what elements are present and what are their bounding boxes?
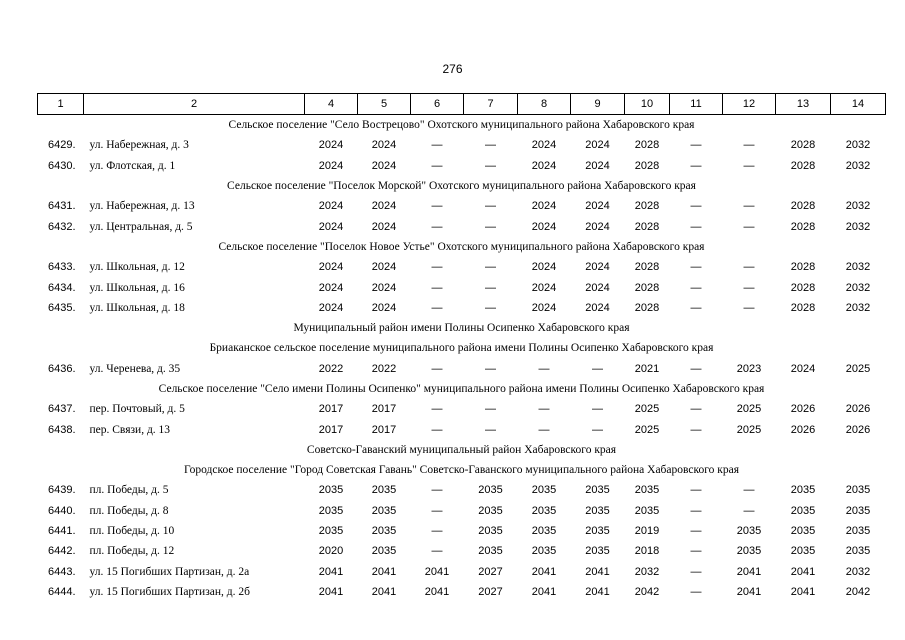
year-cell: 2035 xyxy=(585,504,610,517)
column-header: 11 xyxy=(670,94,723,115)
year-cell: 2024 xyxy=(371,159,397,172)
year-cell: 2035 xyxy=(585,545,610,558)
section-heading: Сельское поселение "Село имени Полины Осипенко" муниципального района имени Полины Осипенко Хабаровского края xyxy=(158,383,765,395)
year-cell: 2028 xyxy=(634,301,660,314)
year-cell: 2035 xyxy=(531,525,557,538)
year-cell: 2035 xyxy=(478,525,503,538)
year-cell: 2024 xyxy=(790,362,816,375)
year-cell: 2024 xyxy=(585,139,610,152)
year-cell: 2035 xyxy=(371,525,397,538)
year-cell: — xyxy=(485,261,496,274)
year-cell: 2019 xyxy=(634,525,660,538)
year-cell: — xyxy=(431,504,443,517)
address-cell: ул. 15 Погибших Партизан, д. 2а xyxy=(89,565,250,578)
year-cell: — xyxy=(592,362,603,375)
year-cell: 2035 xyxy=(845,504,871,517)
table-row xyxy=(38,521,886,541)
year-cell: — xyxy=(690,565,702,578)
year-cell: 2024 xyxy=(318,159,344,172)
year-cell: 2041 xyxy=(424,565,450,578)
year-cell: 2032 xyxy=(845,565,871,578)
year-cell: — xyxy=(690,200,702,213)
address-cell: ул. Набережная, д. 3 xyxy=(89,139,189,152)
year-cell: 2035 xyxy=(478,484,503,497)
year-cell: — xyxy=(485,281,496,294)
column-header: 8 xyxy=(518,94,571,115)
section-heading-row xyxy=(38,318,886,338)
year-cell: 2024 xyxy=(531,220,557,233)
year-cell: — xyxy=(485,423,496,436)
address-cell: пл. Победы, д. 10 xyxy=(89,525,175,538)
year-cell: 2035 xyxy=(478,504,503,517)
year-cell: 2024 xyxy=(371,261,397,274)
year-cell: 2021 xyxy=(634,362,660,375)
year-cell: — xyxy=(690,281,702,294)
year-cell: — xyxy=(431,545,443,558)
year-cell: — xyxy=(690,484,702,497)
table-body xyxy=(38,94,886,603)
address-cell: ул. Черенева, д. 35 xyxy=(89,362,181,375)
year-cell: 2035 xyxy=(790,484,816,497)
row-number: 6444. xyxy=(47,585,76,598)
year-cell: 2041 xyxy=(424,585,450,598)
year-cell: 2035 xyxy=(736,525,762,538)
year-cell: 2028 xyxy=(790,220,816,233)
column-header: 6 xyxy=(411,94,464,115)
year-cell: 2041 xyxy=(790,585,816,598)
year-cell: — xyxy=(690,159,702,172)
year-cell: — xyxy=(431,159,443,172)
address-cell: пл. Победы, д. 5 xyxy=(89,484,169,497)
year-cell: 2035 xyxy=(736,545,762,558)
row-number: 6432. xyxy=(47,220,76,233)
row-number: 6434. xyxy=(47,281,76,294)
column-header: 9 xyxy=(571,94,625,115)
year-cell: — xyxy=(690,261,702,274)
year-cell: 2028 xyxy=(634,159,660,172)
address-cell: ул. 15 Погибших Партизан, д. 2б xyxy=(89,585,250,598)
section-heading-row xyxy=(38,115,886,136)
table-row xyxy=(38,298,886,318)
year-cell: 2017 xyxy=(371,423,397,436)
row-number: 6442. xyxy=(47,545,76,558)
year-cell: — xyxy=(743,159,755,172)
year-cell: 2042 xyxy=(634,585,660,598)
section-heading: Бриаканское сельское поселение муниципального района имени Полины Осипенко Хабаровского края xyxy=(209,342,714,355)
section-heading: Сельское поселение "Поселок Морской" Охотского муниципального района Хабаровского края xyxy=(227,180,696,193)
year-cell: — xyxy=(690,403,702,416)
section-heading: Муниципальный район имени Полины Осипенко Хабаровского края xyxy=(293,322,630,335)
year-cell: 2035 xyxy=(790,504,816,517)
year-cell: 2041 xyxy=(371,585,397,598)
year-cell: 2035 xyxy=(845,525,871,538)
table-row xyxy=(38,156,886,176)
year-cell: 2032 xyxy=(634,565,660,578)
table-row xyxy=(38,216,886,236)
year-cell: 2024 xyxy=(531,281,557,294)
year-cell: — xyxy=(690,423,702,436)
year-cell: — xyxy=(431,525,443,538)
row-number: 6436. xyxy=(47,362,76,375)
year-cell: — xyxy=(743,301,755,314)
year-cell: 2028 xyxy=(790,261,816,274)
year-cell: — xyxy=(431,220,443,233)
year-cell: — xyxy=(743,261,755,274)
year-cell: 2028 xyxy=(790,301,816,314)
year-cell: 2028 xyxy=(790,200,816,213)
year-cell: 2028 xyxy=(634,220,660,233)
section-heading-row xyxy=(38,338,886,358)
year-cell: — xyxy=(485,301,496,314)
year-cell: — xyxy=(431,200,443,213)
year-cell: 2024 xyxy=(318,200,344,213)
year-cell: 2035 xyxy=(371,504,397,517)
year-cell: — xyxy=(431,139,443,152)
year-cell: 2024 xyxy=(585,281,610,294)
year-cell: 2024 xyxy=(531,139,557,152)
year-cell: 2041 xyxy=(736,585,762,598)
address-cell: ул. Школьная, д. 16 xyxy=(89,281,185,294)
year-cell: — xyxy=(690,301,702,314)
year-cell: 2023 xyxy=(736,362,762,375)
table-row xyxy=(38,501,886,521)
page-number: 276 xyxy=(442,62,463,76)
column-header: 7 xyxy=(464,94,518,115)
address-cell: пер. Связи, д. 13 xyxy=(89,423,171,436)
year-cell: 2024 xyxy=(318,220,344,233)
year-cell: — xyxy=(690,585,702,598)
address-cell: ул. Флотская, д. 1 xyxy=(89,159,176,172)
year-cell: 2028 xyxy=(634,281,660,294)
row-number: 6435. xyxy=(47,301,76,314)
year-cell: — xyxy=(485,139,496,152)
row-number: 6437. xyxy=(47,403,76,416)
year-cell: 2035 xyxy=(531,484,557,497)
year-cell: 2024 xyxy=(585,159,610,172)
year-cell: 2032 xyxy=(845,220,871,233)
year-cell: — xyxy=(431,423,443,436)
address-cell: ул. Школьная, д. 12 xyxy=(89,261,185,274)
year-cell: 2035 xyxy=(585,525,610,538)
year-cell: — xyxy=(538,362,550,375)
year-cell: 2035 xyxy=(845,545,871,558)
year-cell: 2041 xyxy=(531,565,557,578)
year-cell: — xyxy=(431,281,443,294)
year-cell: 2026 xyxy=(790,403,816,416)
year-cell: — xyxy=(431,484,443,497)
year-cell: — xyxy=(690,220,702,233)
year-cell: 2035 xyxy=(634,504,660,517)
table-row xyxy=(38,196,886,216)
year-cell: 2020 xyxy=(318,545,344,558)
year-cell: 2028 xyxy=(790,281,816,294)
year-cell: — xyxy=(431,261,443,274)
year-cell: 2035 xyxy=(478,545,503,558)
year-cell: 2035 xyxy=(531,504,557,517)
section-heading: Городское поселение "Город Советская Гавань" Советско-Гаванского муниципального района Хабаровского края xyxy=(183,464,740,477)
table-row xyxy=(38,257,886,277)
year-cell: — xyxy=(743,200,755,213)
column-header: 1 xyxy=(38,94,84,115)
table-row xyxy=(38,399,886,419)
column-number-header-row xyxy=(38,94,886,115)
year-cell: — xyxy=(592,423,603,436)
year-cell: 2024 xyxy=(531,200,557,213)
year-cell: 2028 xyxy=(790,139,816,152)
year-cell: — xyxy=(431,362,443,375)
year-cell: — xyxy=(743,220,755,233)
year-cell: 2026 xyxy=(845,423,871,436)
row-number: 6433. xyxy=(47,261,76,274)
table-row xyxy=(38,277,886,297)
year-cell: 2022 xyxy=(371,362,397,375)
year-cell: — xyxy=(690,525,702,538)
year-cell: — xyxy=(690,504,702,517)
year-cell: 2027 xyxy=(478,565,503,578)
year-cell: 2041 xyxy=(318,585,344,598)
year-cell: 2032 xyxy=(845,281,871,294)
year-cell: 2035 xyxy=(585,484,610,497)
year-cell: — xyxy=(431,301,443,314)
section-heading: Советско-Гаванский муниципальный район Хабаровского края xyxy=(306,443,617,456)
year-cell: — xyxy=(538,423,550,436)
table-row xyxy=(38,541,886,561)
year-cell: 2035 xyxy=(318,484,344,497)
table-row xyxy=(38,135,886,155)
year-cell: 2041 xyxy=(585,585,610,598)
table-row xyxy=(38,582,886,602)
year-cell: 2041 xyxy=(371,565,397,578)
row-number: 6438. xyxy=(47,423,76,436)
year-cell: 2035 xyxy=(371,545,397,558)
year-cell: 2024 xyxy=(318,139,344,152)
column-header: 12 xyxy=(723,94,776,115)
year-cell: 2028 xyxy=(634,139,660,152)
year-cell: 2032 xyxy=(845,139,871,152)
year-cell: 2017 xyxy=(318,423,344,436)
year-cell: 2041 xyxy=(531,585,557,598)
year-cell: — xyxy=(743,281,755,294)
year-cell: 2025 xyxy=(634,403,660,416)
year-cell: 2035 xyxy=(371,484,397,497)
year-cell: 2035 xyxy=(634,484,660,497)
year-cell: 2024 xyxy=(371,281,397,294)
year-cell: 2026 xyxy=(845,403,871,416)
year-cell: 2024 xyxy=(371,220,397,233)
section-heading: Сельское поселение "Село Вострецово" Охотского муниципального района Хабаровского края xyxy=(228,119,695,132)
year-cell: 2035 xyxy=(531,545,557,558)
year-cell: — xyxy=(485,200,496,213)
year-cell: — xyxy=(743,484,755,497)
year-cell: 2022 xyxy=(318,362,344,375)
year-cell: 2024 xyxy=(371,200,397,213)
year-cell: — xyxy=(485,403,496,416)
year-cell: 2024 xyxy=(318,281,344,294)
year-cell: 2024 xyxy=(585,301,610,314)
year-cell: 2041 xyxy=(736,565,762,578)
address-cell: пер. Почтовый, д. 5 xyxy=(89,403,185,416)
section-heading-row xyxy=(38,176,886,196)
year-cell: — xyxy=(592,403,603,416)
section-heading: Сельское поселение "Поселок Новое Устье" Охотского муниципального района Хабаровского края xyxy=(218,240,705,253)
row-number: 6441. xyxy=(47,525,76,538)
year-cell: 2025 xyxy=(634,423,660,436)
year-cell: 2024 xyxy=(318,261,344,274)
section-heading-row xyxy=(38,237,886,257)
year-cell: 2017 xyxy=(318,403,344,416)
year-cell: — xyxy=(485,220,496,233)
year-cell: 2027 xyxy=(478,585,503,598)
year-cell: 2025 xyxy=(736,403,762,416)
year-cell: 2035 xyxy=(318,504,344,517)
address-cell: пл. Победы, д. 12 xyxy=(89,545,175,558)
table-row xyxy=(38,480,886,500)
column-header: 14 xyxy=(831,94,886,115)
year-cell: — xyxy=(431,403,443,416)
row-number: 6443. xyxy=(47,565,76,578)
year-cell: — xyxy=(690,545,702,558)
year-cell: — xyxy=(743,504,755,517)
year-cell: — xyxy=(743,139,755,152)
year-cell: — xyxy=(485,362,496,375)
address-cell: ул. Школьная, д. 18 xyxy=(89,301,185,314)
year-cell: 2024 xyxy=(585,220,610,233)
year-cell: 2032 xyxy=(845,200,871,213)
year-cell: 2035 xyxy=(845,484,871,497)
housing-schedule-table xyxy=(37,93,886,602)
year-cell: 2028 xyxy=(634,261,660,274)
year-cell: 2025 xyxy=(845,362,871,375)
year-cell: 2041 xyxy=(585,565,610,578)
year-cell: — xyxy=(690,362,702,375)
year-cell: 2024 xyxy=(585,261,610,274)
year-cell: 2035 xyxy=(790,525,816,538)
year-cell: 2032 xyxy=(845,261,871,274)
address-cell: пл. Победы, д. 8 xyxy=(89,504,169,517)
address-cell: ул. Набережная, д. 13 xyxy=(89,200,195,213)
table-row xyxy=(38,359,886,379)
year-cell: 2018 xyxy=(634,545,660,558)
column-header: 2 xyxy=(84,94,305,115)
year-cell: — xyxy=(538,403,550,416)
year-cell: 2035 xyxy=(318,525,344,538)
column-header: 5 xyxy=(358,94,411,115)
row-number: 6431. xyxy=(47,200,76,213)
section-heading-row xyxy=(38,440,886,460)
year-cell: 2024 xyxy=(318,301,344,314)
year-cell: 2024 xyxy=(531,261,557,274)
year-cell: — xyxy=(485,159,496,172)
address-cell: ул. Центральная, д. 5 xyxy=(89,220,193,233)
row-number: 6430. xyxy=(47,159,76,172)
row-number: 6429. xyxy=(47,139,76,152)
year-cell: 2026 xyxy=(790,423,816,436)
year-cell: — xyxy=(690,139,702,152)
section-heading-row xyxy=(38,379,886,399)
year-cell: 2042 xyxy=(845,585,871,598)
year-cell: 2041 xyxy=(318,565,344,578)
year-cell: 2024 xyxy=(531,159,557,172)
row-number: 6439. xyxy=(47,484,76,497)
year-cell: 2024 xyxy=(371,139,397,152)
section-heading-row xyxy=(38,460,886,480)
row-number: 6440. xyxy=(47,504,76,517)
year-cell: 2028 xyxy=(634,200,660,213)
year-cell: 2024 xyxy=(585,200,610,213)
year-cell: 2032 xyxy=(845,301,871,314)
year-cell: 2024 xyxy=(371,301,397,314)
year-cell: 2041 xyxy=(790,565,816,578)
column-header: 13 xyxy=(776,94,831,115)
column-header: 10 xyxy=(625,94,670,115)
year-cell: 2025 xyxy=(736,423,762,436)
column-header: 4 xyxy=(305,94,358,115)
table-row xyxy=(38,419,886,439)
table-row xyxy=(38,562,886,582)
year-cell: 2028 xyxy=(790,159,816,172)
year-cell: 2017 xyxy=(371,403,397,416)
year-cell: 2035 xyxy=(790,545,816,558)
year-cell: 2032 xyxy=(845,159,871,172)
year-cell: 2024 xyxy=(531,301,557,314)
